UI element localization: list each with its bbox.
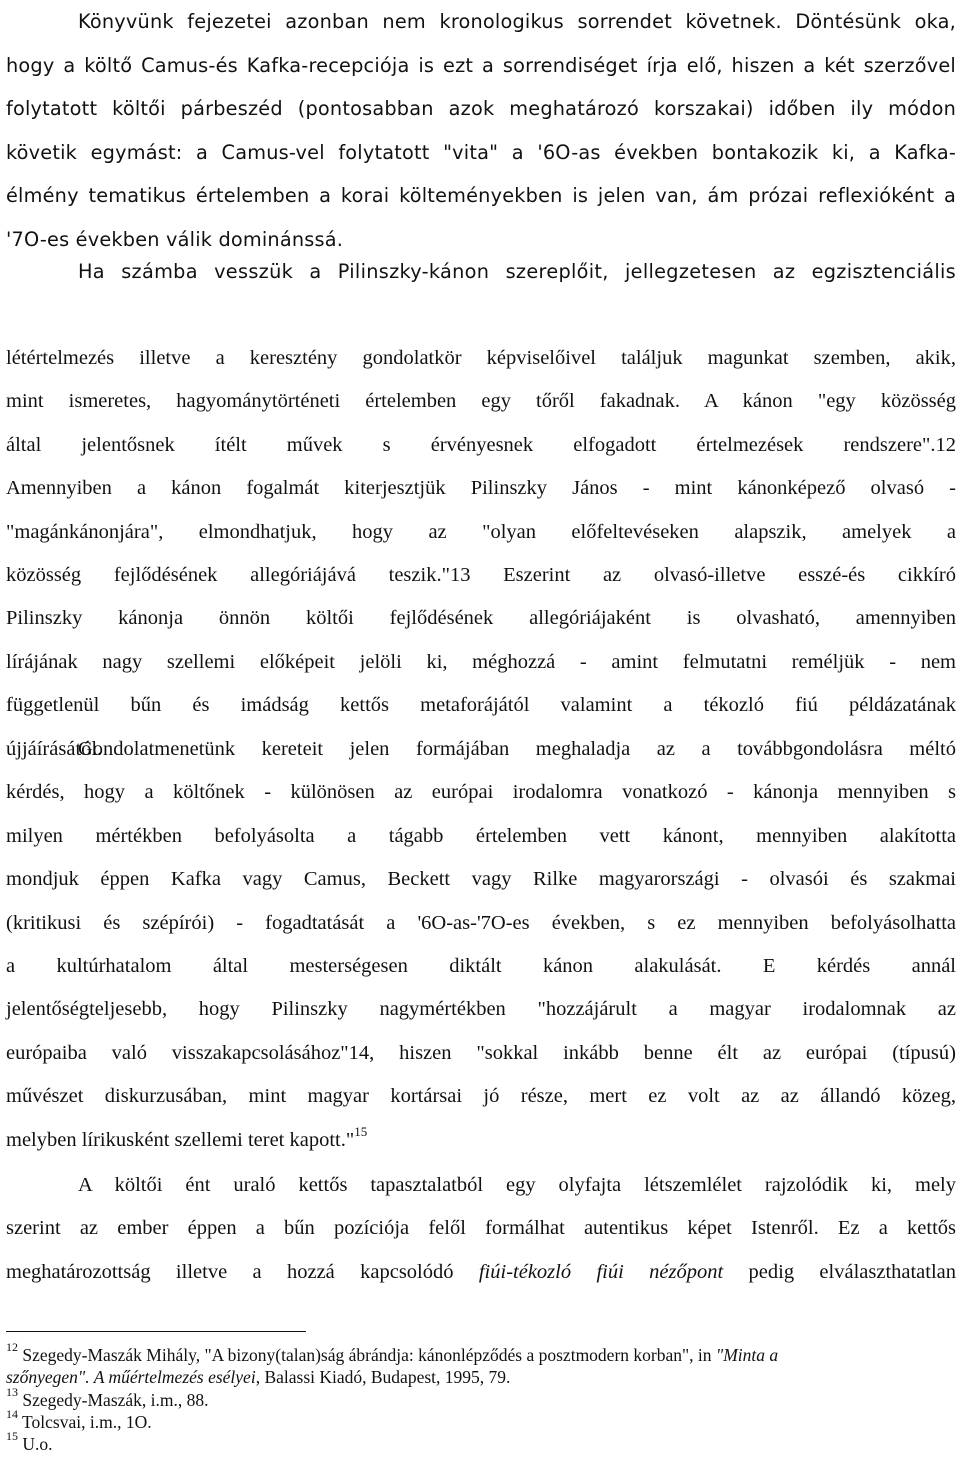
text-line: melyben lírikusként szellemi teret kapott."$^{15}$ [6, 1123, 368, 1151]
text-line: Pilinszky kánonja önnön költői fejlődésének allegóriájaként is olvasható, amennyiben [6, 607, 956, 630]
text-line: mint ismeretes, hagyománytörténeti értelemben egy tőről fakadnak. A kánon "egy közösség [6, 390, 956, 413]
text-line: A költői ént uraló kettős tapasztalatból egy olyfajta létszemlélet rajzolódik ki, mely [78, 1174, 956, 1196]
text-line: mondjuk éppen Kafka vagy Camus, Beckett vagy Rilke magyarországi - olvasói és szakmai [6, 868, 956, 891]
text-line: függetlenül bűn és imádság kettős metaforájától valamint a tékozló fiú példázatának [6, 694, 956, 717]
footnote-ref[interactable]: 15 [354, 1123, 368, 1139]
text-line: Gondolatmenetünk kereteit jelen formájában meghaladja az a továbbgondolásra méltó [78, 738, 956, 760]
text-line: által jelentősnek ítélt művek s érvényesnek elfogadott értelmezések rendszere".12 [6, 433, 956, 456]
paragraph-canon [6, 337, 956, 771]
text-line: szerint az ember éppen a bűn pozíciója felől formálhat autentikus képet Istenről. Ez a kettős [6, 1217, 956, 1240]
footnote-13: $^{13}$ Szegedy-Maszák, i.m., 88. [6, 1385, 209, 1410]
text-line: közösség fejlődésének allegóriájává teszik."13 Eszerint az olvasó-illetve esszé-és cikkíró [6, 564, 956, 587]
footnote-number: 15 [6, 1429, 18, 1444]
text-line: meghatározottság illetve a hozzá kapcsolódó fiúi-tékozló fiúi nézőpont pedig elválaszthatatlan [6, 1260, 957, 1283]
text-line: élmény tematikus értelemben a korai költeményekben is jelen van, ám prózai reflexióként a [6, 184, 956, 207]
paragraph-chapter-order [6, 0, 956, 261]
footnote-number: 12 [6, 1340, 18, 1355]
footnote-15: $^{15}$ U.o. [6, 1429, 53, 1454]
footnote-14: $^{14}$ Tolcsvai, i.m., 1O. [6, 1407, 152, 1432]
text-line: hogy a költő Camus-és Kafka-recepciója is ezt a sorrendiséget írja elő, hiszen a két szerzővel [6, 53, 956, 77]
paragraph-canon-intro [6, 250, 956, 294]
text-line: jelentőségteljesebb, hogy Pilinszky nagymértékben "hozzájárult a magyar irodalomnak az [6, 998, 956, 1021]
footnote-separator [6, 1331, 306, 1332]
text-line: Ha számba vesszük a Pilinszky-kánon szereplőit, jellegzetesen az egzisztenciális [78, 260, 956, 283]
footnote-number: 13 [6, 1385, 18, 1400]
emphasis-text: fiúi-tékozló fiúi nézőpont [478, 1260, 724, 1283]
paragraph-reception [6, 728, 956, 1162]
text-line: Amennyiben a kánon fogalmát kiterjesztjük Pilinszky János - mint kánonképező olvasó - [6, 477, 956, 500]
text-line: követik egymást: a Camus-vel folytatott "vita" a '6O-as években bontakozik ki, a Kafka- [6, 140, 956, 164]
text-line: "magánkánonjára", elmondhatjuk, hogy az "olyan előfeltevéseken alapszik, amelyek a [6, 520, 956, 543]
text-line: (kritikusi és szépírói) - fogadtatását a '6O-as-'7O-es években, s ez mennyiben befolyásolhatta [6, 911, 956, 934]
emphasis-text: "Minta a [715, 1345, 779, 1365]
text-line: újjáírásától. [6, 737, 103, 760]
footnote-12: $^{12}$ Szegedy-Maszák Mihály, "A bizony(talan)ság ábrándja: kánonlépződés a posztmodern korban", in "Minta a szőnyegen". A műértelmezés esélyei, Balassi Kiadó, Budapest, 1995, 79. [6, 1340, 779, 1387]
text-line: létértelmezés illetve a keresztény gondolatkör képviselőivel találjuk magunkat szemben, akik, [6, 347, 956, 369]
text-line: folytatott költői párbeszéd (pontosabban azok meghatározó korszakai) időben ily módon [6, 97, 956, 120]
text-line: európaiba való visszakapcsolásához"14, hiszen "sokkal inkább benne élt az európai (típusú) [6, 1041, 956, 1064]
text-line: milyen mértékben befolyásolta a tágabb értelemben vett kánont, mennyiben alakította [6, 824, 956, 847]
text-line: '7O-es években válik dominánssá. [6, 227, 344, 251]
text-line: kérdés, hogy a költőnek - különösen az európai irodalomra vonatkozó - kánonja mennyiben s [6, 781, 956, 804]
text-line: lírájának nagy szellemi előképeit jelöli ki, méghozzá - amint felmutatni reméljük - nem [6, 650, 956, 673]
text-line: a kultúrhatalom által mesterségesen diktált kánon alakulását. E kérdés annál [6, 955, 956, 978]
paragraph-dual-experience [6, 1164, 956, 1294]
text-line: Könyvünk fejezetei azonban nem kronologikus sorrendet követnek. Döntésünk oka, [78, 10, 956, 33]
footnote-number: 14 [6, 1407, 18, 1422]
emphasis-text: szőnyegen". A műértelmezés esélyei [6, 1367, 256, 1387]
text-line: művészet diskurzusában, mint magyar kortársai jó része, mert ez volt az az állandó közeg, [6, 1085, 956, 1108]
